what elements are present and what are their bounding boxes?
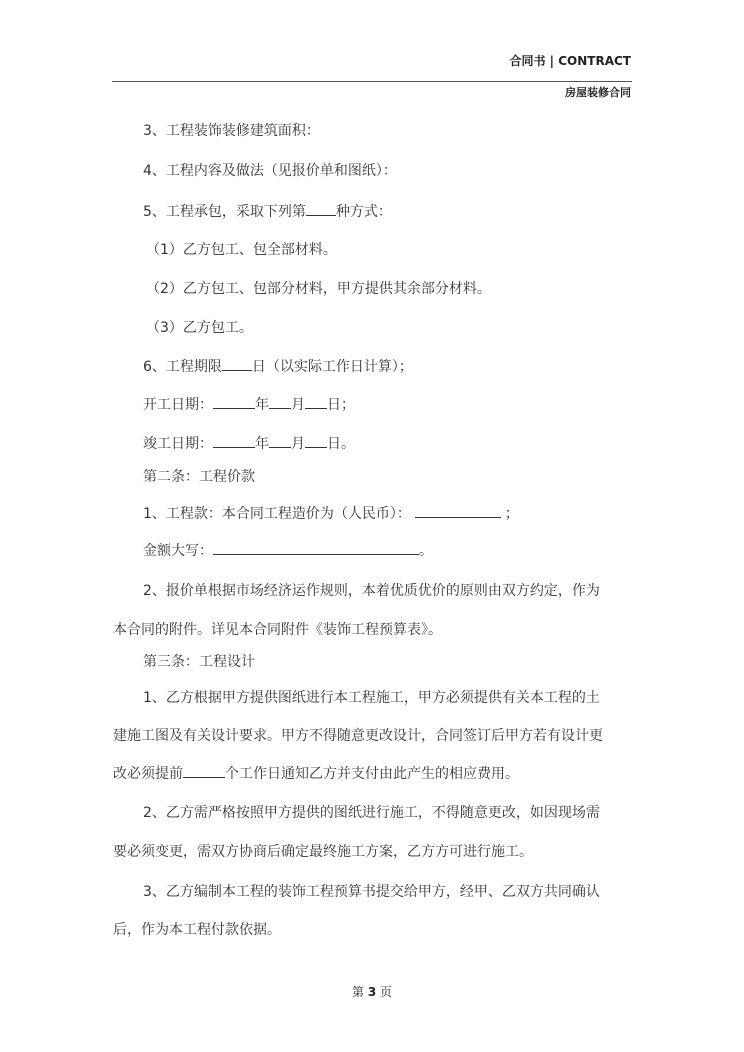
design-para-2-line-1: 2、乙方需严格按照甲方提供的图纸进行施工，不得随意更改，如因现场需 xyxy=(143,805,600,821)
blank-line xyxy=(306,201,336,216)
blank-line xyxy=(213,433,255,448)
option-1: （1）乙方包工、包全部材料。 xyxy=(146,242,337,258)
item-4-content: 4、工程内容及做法（见报价单和图纸）： xyxy=(143,163,397,179)
design-para-1-line-3: 改必须提前 个工作日通知乙方并支付由此产生的相应费用。 xyxy=(113,757,633,791)
design-para-1-line-2: 建施工图及有关设计要求。甲方不得随意更改设计，合同签订后甲方若有设计更 xyxy=(113,728,603,744)
amount-words-line: 金额大写： 。 xyxy=(113,534,633,568)
header-rule xyxy=(112,81,632,82)
item-3-area: 3、工程装饰装修建筑面积： xyxy=(143,123,320,139)
item-5-contract-mode: 5、工程承包，采取下列第 种方式： xyxy=(113,195,633,229)
section-2-heading: 第二条：工程价款 xyxy=(143,469,255,485)
blank-line xyxy=(269,433,291,448)
blank-line xyxy=(222,356,252,371)
end-date-line: 竣工日期： 年 月 日。 xyxy=(113,427,633,461)
blank-line xyxy=(183,763,225,778)
blank-line xyxy=(305,394,327,409)
option-2: （2）乙方包工、包部分材料，甲方提供其余部分材料。 xyxy=(146,281,491,297)
item-6-duration: 6、工程期限 日（以实际工作日计算）； xyxy=(113,350,633,384)
design-para-1-line-1: 1、乙方根据甲方提供图纸进行本工程施工，甲方必须提供有关本工程的土 xyxy=(143,690,600,706)
price-line: 1、工程款：本合同工程造价为（人民币）： ； xyxy=(113,497,633,531)
blank-line xyxy=(213,540,419,555)
blank-line xyxy=(305,433,327,448)
design-para-3-line-2: 后，作为本工程付款依据。 xyxy=(113,922,281,938)
option-3: （3）乙方包工。 xyxy=(146,320,253,336)
blank-line xyxy=(269,394,291,409)
design-para-2-line-2: 要必须变更，需双方协商后确定最终施工方案，乙方方可进行施工。 xyxy=(113,844,533,860)
quote-para-line-1: 2、报价单根据市场经济运作规则，本着优质优价的原则由双方约定，作为 xyxy=(143,583,600,599)
section-3-heading: 第三条：工程设计 xyxy=(143,654,255,670)
blank-line xyxy=(213,394,255,409)
quote-para-line-2: 本合同的附件。详见本合同附件《装饰工程预算表》。 xyxy=(113,622,442,638)
start-date-line: 开工日期： 年 月 日； xyxy=(113,388,633,422)
blank-line xyxy=(415,503,501,518)
header-subtitle: 房屋装修合同 xyxy=(565,86,631,99)
header-title: 合同书 | CONTRACT xyxy=(509,54,631,68)
design-para-3-line-1: 3、乙方编制本工程的装饰工程预算书提交给甲方，经甲、乙双方共同确认 xyxy=(143,884,600,900)
page-number: 第 3 页 xyxy=(351,985,393,999)
